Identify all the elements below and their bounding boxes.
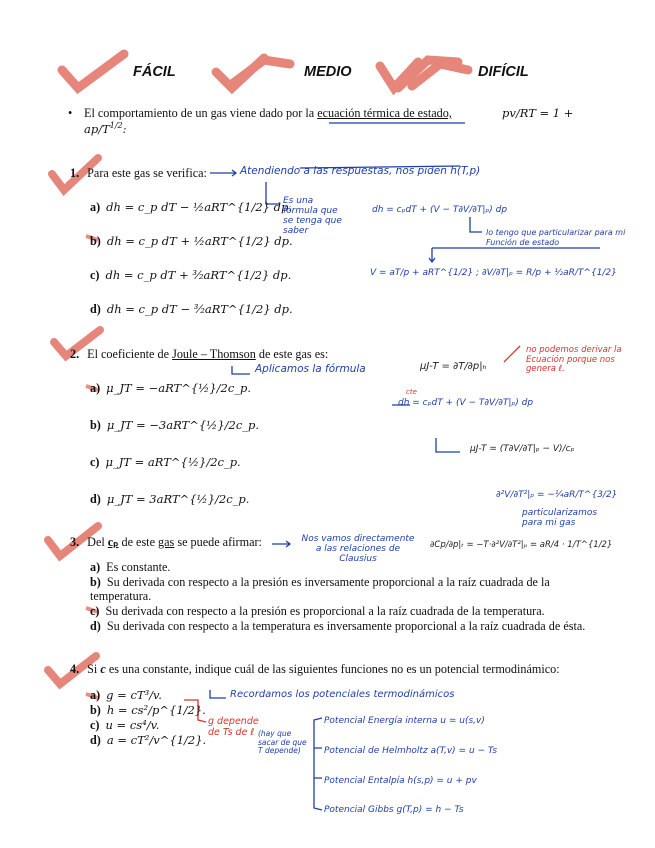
q2-option-d[interactable]: d) μ_JT = 3aRT^{½}/2c_p. (90, 492, 250, 506)
q2-note-5: μJ-T = (T∂V/∂T|ₚ − V)/cₚ (470, 444, 575, 454)
level-hard: DIFÍCIL (478, 64, 529, 80)
q1-note-2: Es una fórmula que se tenga que saber (283, 196, 342, 236)
q3-option-c[interactable]: c) Su derivada con respecto a la presión es proporcional a la raíz cuadrada de la temperatura. (90, 604, 545, 618)
q2-option-c[interactable]: c) μ_JT = aRT^{½}/2c_p. (90, 455, 241, 469)
q1-option-c[interactable]: c) dh = c_p dT + ³⁄₂aRT^{1/2} dp. (90, 268, 292, 282)
q2-option-a[interactable]: a) μ_JT = −aRT^{½}/2c_p. (90, 381, 252, 395)
intro-equation: $ap/T^{1/2}$: (84, 121, 127, 136)
question-1: 1. Para este gas se verifica: (70, 166, 207, 180)
q2-note-1: Aplicamos la fórmula (255, 363, 366, 375)
check-mark-icon (62, 54, 468, 88)
question-2: 2. El coeficiente de Joule – Thomson de este gas es: (70, 347, 329, 361)
q2-note-6: ∂²V/∂T²|ₚ = −¼aR/T^{3/2} (496, 490, 618, 500)
q4-option-d[interactable]: d) a = cT²/v^{1/2}. (90, 733, 207, 747)
q4-potential-gibbs: Potencial Gibbs g(T,p) = h − Ts (324, 805, 464, 815)
question-3: 3. Del cₚ de este gas se puede afirmar: (70, 535, 262, 549)
q1-note-1: Atendiendo a las respuestas, nos piden h(T,p) (240, 165, 481, 177)
q3-note-1: Nos vamos directamente a las relaciones de Clausius (301, 534, 415, 564)
q1-note-5: V = aT/p + aRT^{1/2} ; ∂V/∂T|ₚ = R/p + ½aR/T^{1/2} (370, 268, 617, 278)
intro-link[interactable]: ecuación térmica de estado, (317, 106, 452, 120)
level-medium: MEDIO (304, 64, 352, 80)
q4-potential-enthalpy: Potencial Entalpía h(s,p) = u + pv (324, 776, 477, 786)
q3-option-a[interactable]: a) Es constante. (90, 560, 171, 574)
q4-option-b[interactable]: b) h = cs²/p^{1/2}. (90, 703, 206, 717)
q1-option-d[interactable]: d) dh = c_p dT − ³⁄₂aRT^{1/2} dp. (90, 302, 293, 316)
q1-note-3: dh = cₚdT + (V − T∂V/∂T|ₚ) dp (372, 205, 508, 215)
q2-note-2: μJ-T = ∂T/∂p|ₕ (420, 361, 487, 372)
q1-note-4: lo tengo que particularizar para mi Función de estado (486, 228, 626, 247)
q2-note-4: dh = cₚdT + (V − T∂V/∂T|ₚ) dp (398, 398, 534, 408)
q4-note-2: g depende de Ts de ℓ (208, 716, 259, 738)
level-easy: FÁCIL (133, 64, 176, 80)
q2-note-4b: cte (406, 388, 417, 396)
q2-note-7: particularizamos para mi gas (522, 508, 598, 528)
bullet-icon: • (68, 106, 73, 120)
q2-option-b[interactable]: b) μ_JT = −3aRT^{½}/2c_p. (90, 418, 260, 432)
q1-option-a[interactable]: a) dh = c_p dT − ½aRT^{1/2} dp. (90, 200, 292, 214)
question-4: 4. Si c es una constante, indique cuál de las siguientes funciones no es un potencial termodinámico: (70, 662, 560, 676)
q4-potential-internal-energy: Potencial Energía interna u = u(s,v) (324, 716, 485, 726)
q2-note-3: no podemos derivar la Ecuación porque nos genera ℓ. (526, 345, 622, 374)
q4-note-1: Recordamos los potenciales termodinámicos (230, 689, 455, 700)
q3-option-b[interactable]: b) Su derivada con respecto a la presión es inversamente proporcional a la raíz cuadrada de la temperatura. (90, 575, 550, 603)
q3-note-2: ∂Cp/∂p|ₜ = −T·∂²V/∂T²|ₚ = aR/4 · 1/T^{1/2} (430, 540, 613, 550)
intro-text: El comportamiento de un gas viene dado por la ecuación térmica de estado, pv/RT = 1 + (84, 106, 574, 120)
q1-option-b[interactable]: b) dh = c_p dT + ½aRT^{1/2} dp. (90, 234, 293, 248)
q4-option-a[interactable]: a) g = cT³/v. (90, 688, 162, 702)
q3-option-d[interactable]: d) Su derivada con respecto a la temperatura es inversamente proporcional a la raíz cuadrada de ésta. (90, 619, 586, 633)
q4-potential-helmholtz: Potencial de Helmholtz a(T,v) = u − Ts (324, 746, 498, 756)
q4-option-c[interactable]: c) u = cs⁴/v. (90, 718, 160, 732)
q4-note-3: (hay que sacar de que T depende) (258, 729, 307, 755)
